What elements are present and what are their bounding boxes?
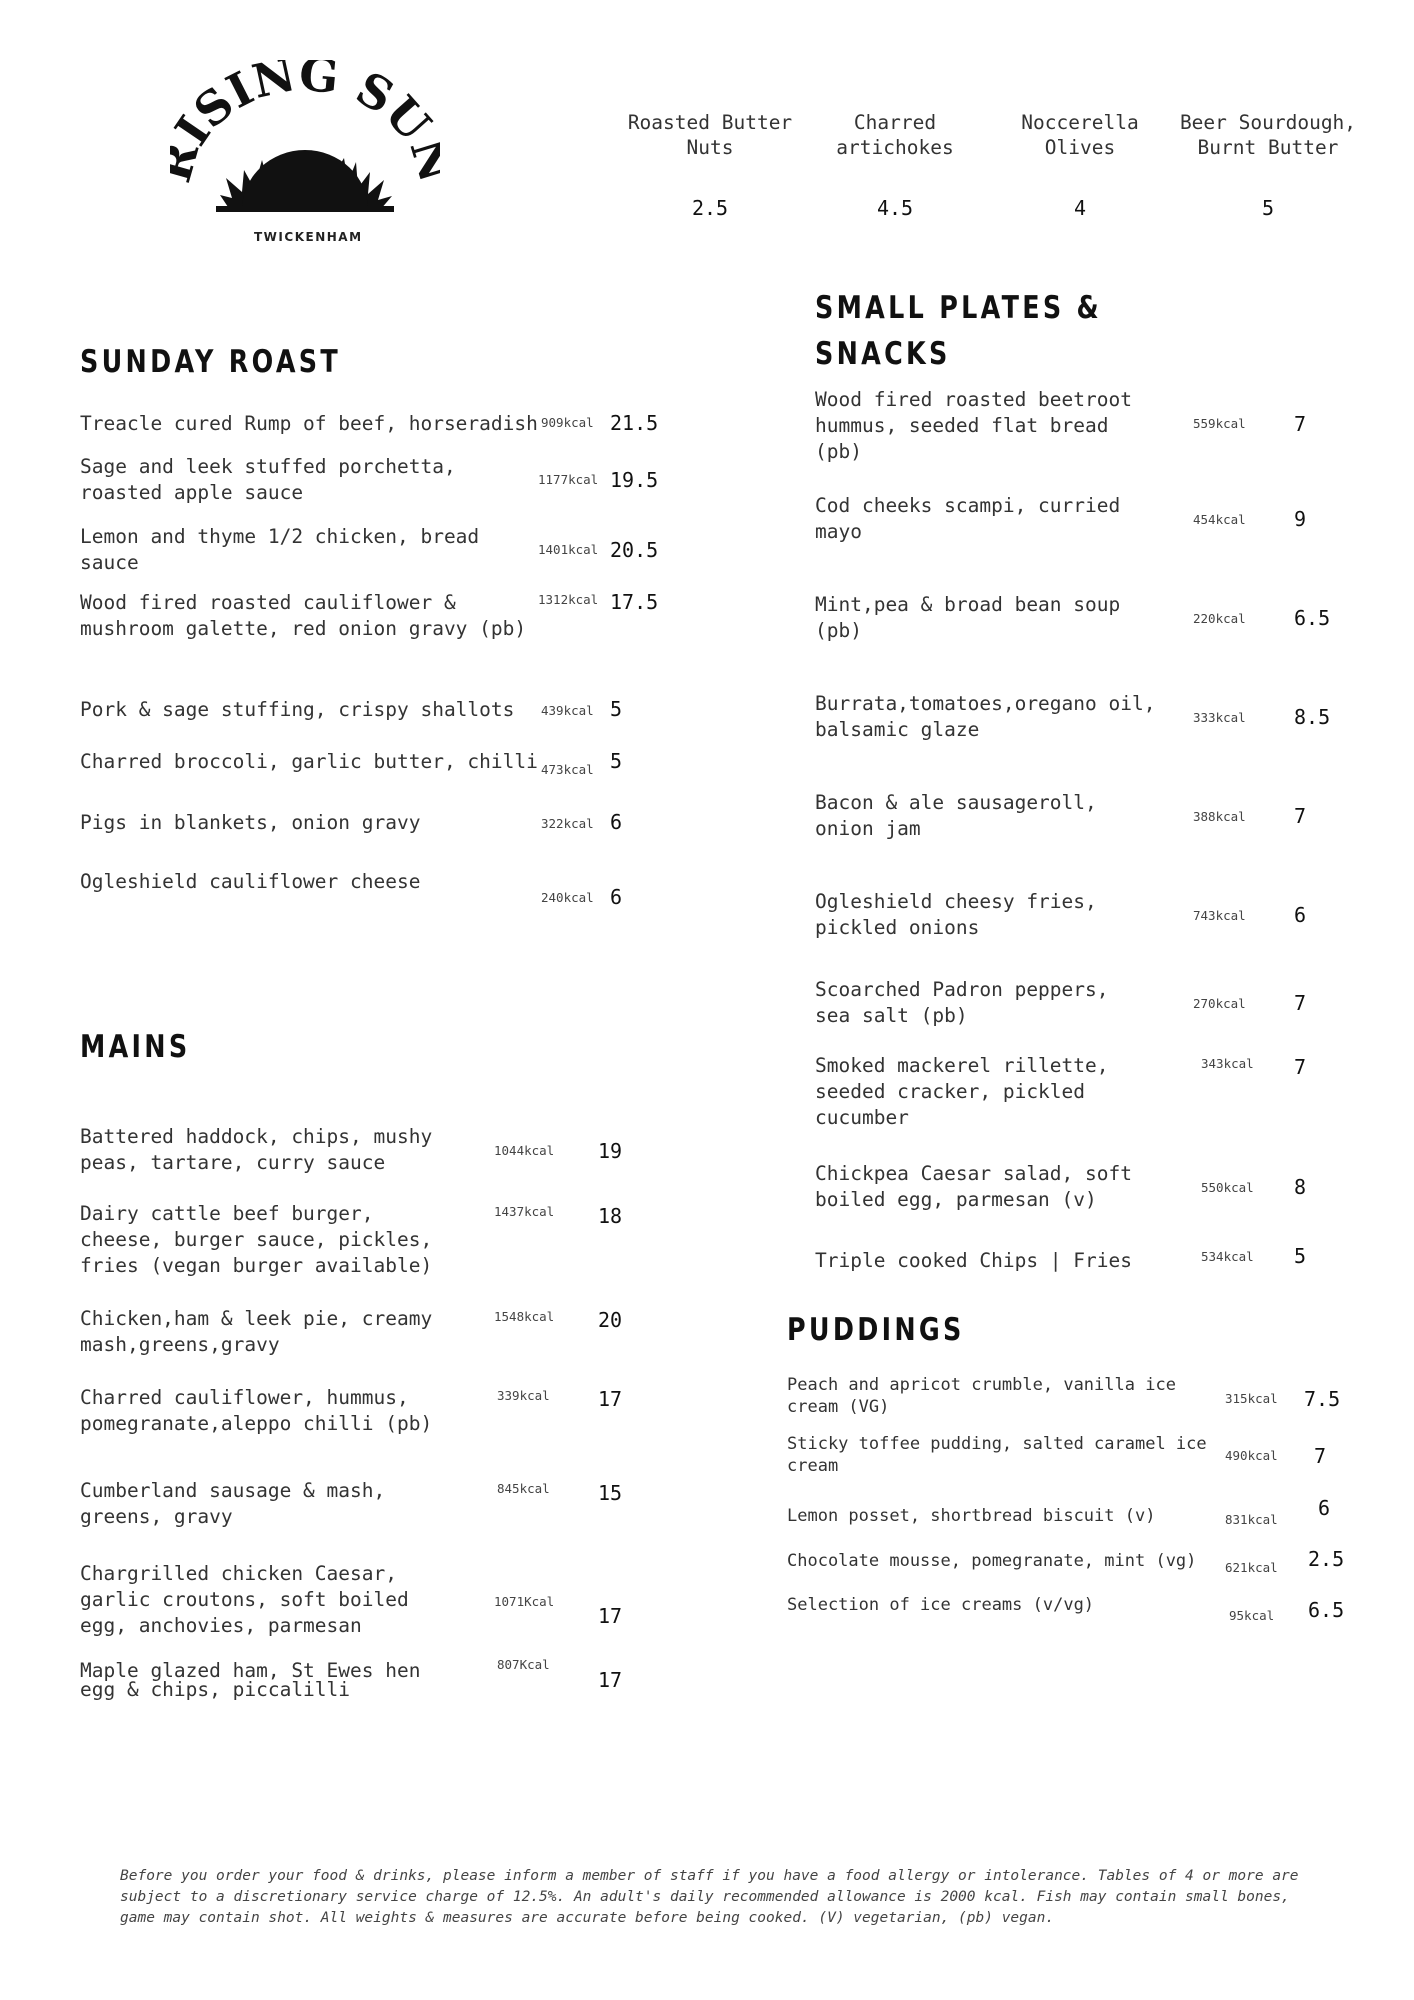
menu-item-price: 7	[1314, 1444, 1327, 1468]
menu-item-name: Lemon posset, shortbread biscuit (v)	[787, 1506, 1156, 1526]
menu-item-kcal: 845kcal	[497, 1481, 550, 1496]
top-snack-name: Beer Sourdough, Burnt Butter	[1179, 111, 1357, 159]
menu-item-kcal: 559kcal	[1193, 416, 1246, 431]
menu-item-kcal: 1312kcal	[538, 592, 599, 607]
menu-item-name: Cumberland sausage & mash, greens, gravy	[80, 1479, 386, 1528]
menu-item-name: Selection of ice creams (v/vg)	[787, 1595, 1095, 1615]
menu-item-kcal: 807Kcal	[497, 1657, 550, 1672]
menu-item-price: 7.5	[1304, 1387, 1341, 1411]
menu-item-name: Chocolate mousse, pomegranate, mint (vg)	[787, 1551, 1197, 1571]
menu-item-name: Sticky toffee pudding, salted caramel ice cream	[787, 1434, 1207, 1476]
menu-item-price: 8.5	[1294, 705, 1331, 729]
menu-item-name: Chicken,ham & leek pie, creamy mash,greens,gravy	[80, 1307, 433, 1356]
logo-location: TWICKENHAM	[254, 230, 363, 244]
menu-item-kcal: 1401kcal	[538, 542, 599, 557]
menu-item-kcal: 220kcal	[1193, 611, 1246, 626]
menu-item-price: 7	[1294, 991, 1307, 1015]
menu-item-price: 5	[1294, 1244, 1307, 1268]
side-item-kcal: 240kcal	[541, 890, 594, 905]
menu-item-name: Charred cauliflower, hummus, pomegranate,aleppo chilli (pb)	[80, 1386, 433, 1435]
side-item-kcal: 439kcal	[541, 703, 594, 718]
allergy-footer-note: Before you order your food & drinks, please inform a member of staff if you have a food allergy or intolerance. Tables of 4 or more are subject to a discretionary service charge of 12.5%. An adult's daily recommended allowance is 2000 kcal. Fish may contain small bones, game may contain shot. All weights & measures are accurate before being cooked. (V) vegetarian, (pb) vegan.	[120, 1868, 1299, 1926]
menu-item-price: 8	[1294, 1175, 1307, 1199]
menu-item-name: Chickpea Caesar salad, soft boiled egg, parmesan (v)	[815, 1162, 1132, 1211]
menu-item-kcal: 1177kcal	[538, 472, 599, 487]
menu-item-kcal: 333kcal	[1193, 710, 1246, 725]
menu-item-kcal: 454kcal	[1193, 512, 1246, 527]
top-snack-price: 4	[1073, 196, 1087, 220]
menu-item-name: Lemon and thyme 1/2 chicken, bread sauce	[80, 525, 480, 574]
menu-item-kcal: 315kcal	[1225, 1391, 1278, 1406]
logo-name: ISING SU	[170, 60, 440, 155]
side-item-name: Pigs in blankets, onion gravy	[80, 811, 421, 834]
menu-item-name: Wood fired roasted cauliflower & mushroom galette, red onion gravy (pb)	[80, 591, 527, 640]
side-item-price: 6	[610, 810, 623, 834]
menu-item-kcal: 621kcal	[1225, 1560, 1278, 1575]
menu-item-name: Maple glazed ham, St Ewes hen egg & chips, piccalilli	[80, 1659, 421, 1701]
menu-item-price: 17	[598, 1668, 623, 1692]
side-item-name: Ogleshield cauliflower cheese	[80, 870, 421, 893]
menu-item-price: 17	[598, 1387, 623, 1411]
menu-item-kcal: 388kcal	[1193, 809, 1246, 824]
mains-heading: MAINS	[80, 1029, 191, 1065]
menu-item-name: Sage and leek stuffed porchetta, roasted apple sauce	[80, 455, 456, 504]
menu-item-kcal: 550kcal	[1201, 1180, 1254, 1195]
menu-item-name: Peach and apricot crumble, vanilla ice cream (VG)	[787, 1375, 1176, 1417]
menu-item-price: 6	[1318, 1496, 1331, 1520]
menu-item-price: 7	[1294, 412, 1307, 436]
menu-item-price: 20	[598, 1308, 623, 1332]
menu-item-kcal: 490kcal	[1225, 1448, 1278, 1463]
menu-item-price: 19.5	[610, 468, 659, 492]
puddings-heading: PUDDINGS	[787, 1312, 965, 1348]
menu-item-price: 17	[598, 1604, 623, 1628]
menu-item-name: Burrata,tomatoes,oregano oil, balsamic glaze	[815, 692, 1156, 741]
menu-item-price: 15	[598, 1481, 623, 1505]
small-plates-heading-line1: SMALL PLATES &	[815, 290, 1103, 326]
menu-item-price: 19	[598, 1139, 623, 1163]
top-snack-name: Noccerella Olives	[1021, 111, 1139, 159]
menu-item-name: Cod cheeks scampi, curried mayo	[815, 494, 1121, 543]
menu-item-kcal: 270kcal	[1193, 996, 1246, 1011]
menu-item-price: 9	[1294, 507, 1307, 531]
menu-item-name: Treacle cured Rump of beef, horseradish	[80, 412, 538, 435]
side-item-kcal: 473kcal	[541, 762, 594, 777]
menu-item-kcal: 343kcal	[1201, 1056, 1254, 1071]
menu-item-kcal: 339kcal	[497, 1388, 550, 1403]
menu-item-price: 17.5	[610, 590, 659, 614]
menu-item-price: 6.5	[1294, 606, 1331, 630]
side-item-price: 5	[610, 697, 623, 721]
side-item-name: Charred broccoli, garlic butter, chilli	[80, 750, 538, 773]
menu-item-price: 18	[598, 1204, 623, 1228]
menu-item-price: 7	[1294, 804, 1307, 828]
rising-sun-logo	[170, 60, 440, 250]
menu-item-kcal: 1548kcal	[494, 1309, 555, 1324]
menu-item-kcal: 1071Kcal	[494, 1594, 555, 1609]
sunday-roast-heading: SUNDAY ROAST	[80, 344, 342, 380]
side-item-name: Pork & sage stuffing, crispy shallots	[80, 698, 515, 721]
top-snack-name: Roasted Butter Nuts	[627, 111, 793, 159]
menu-item-kcal: 743kcal	[1193, 908, 1246, 923]
menu-item-price: 20.5	[610, 538, 659, 562]
menu-item-price: 7	[1294, 1055, 1307, 1079]
menu-item-name: Triple cooked Chips | Fries	[815, 1249, 1132, 1272]
menu-item-kcal: 534kcal	[1201, 1249, 1254, 1264]
menu-item-kcal: 909kcal	[541, 415, 594, 430]
menu-item-name: Smoked mackerel rillette, seeded cracker, pickled cucumber	[815, 1054, 1109, 1129]
small-plates-heading-line2: SNACKS	[815, 336, 951, 372]
menu-item-name: Mint,pea & broad bean soup (pb)	[815, 593, 1121, 642]
menu-item-name: Ogleshield cheesy fries, pickled onions	[815, 890, 1097, 939]
menu-item-price: 6.5	[1308, 1598, 1345, 1622]
menu-item-kcal: 1044kcal	[494, 1143, 555, 1158]
sun-logo-icon	[170, 60, 440, 230]
menu-item-price: 2.5	[1308, 1547, 1345, 1571]
side-item-price: 6	[610, 885, 623, 909]
top-snack-price: 4.5	[876, 196, 914, 220]
menu-item-price: 6	[1294, 903, 1307, 927]
menu-item-name: Bacon & ale sausageroll, onion jam	[815, 791, 1097, 840]
top-snack-price: 2.5	[691, 196, 729, 220]
small-plates-heading	[815, 285, 1102, 377]
menu-item-price: 21.5	[610, 411, 659, 435]
menu-item-name: Wood fired roasted beetroot hummus, seeded flat bread (pb)	[815, 388, 1132, 463]
side-item-price: 5	[610, 749, 623, 773]
menu-item-kcal: 1437kcal	[494, 1204, 555, 1219]
menu-item-kcal: 831kcal	[1225, 1512, 1278, 1527]
menu-item-name: Chargrilled chicken Caesar, garlic croutons, soft boiled egg, anchovies, parmesan	[80, 1562, 409, 1637]
top-snack-price: 5	[1261, 196, 1275, 220]
menu-item-name: Scoarched Padron peppers, sea salt (pb)	[815, 978, 1109, 1027]
menu-item-name: Battered haddock, chips, mushy peas, tartare, curry sauce	[80, 1125, 433, 1174]
top-snack-name: Charred artichokes	[836, 111, 954, 159]
menu-item-name: Dairy cattle beef burger, cheese, burger sauce, pickles, fries (vegan burger available)	[80, 1202, 433, 1277]
side-item-kcal: 322kcal	[541, 816, 594, 831]
menu-item-kcal: 95kcal	[1229, 1608, 1275, 1623]
